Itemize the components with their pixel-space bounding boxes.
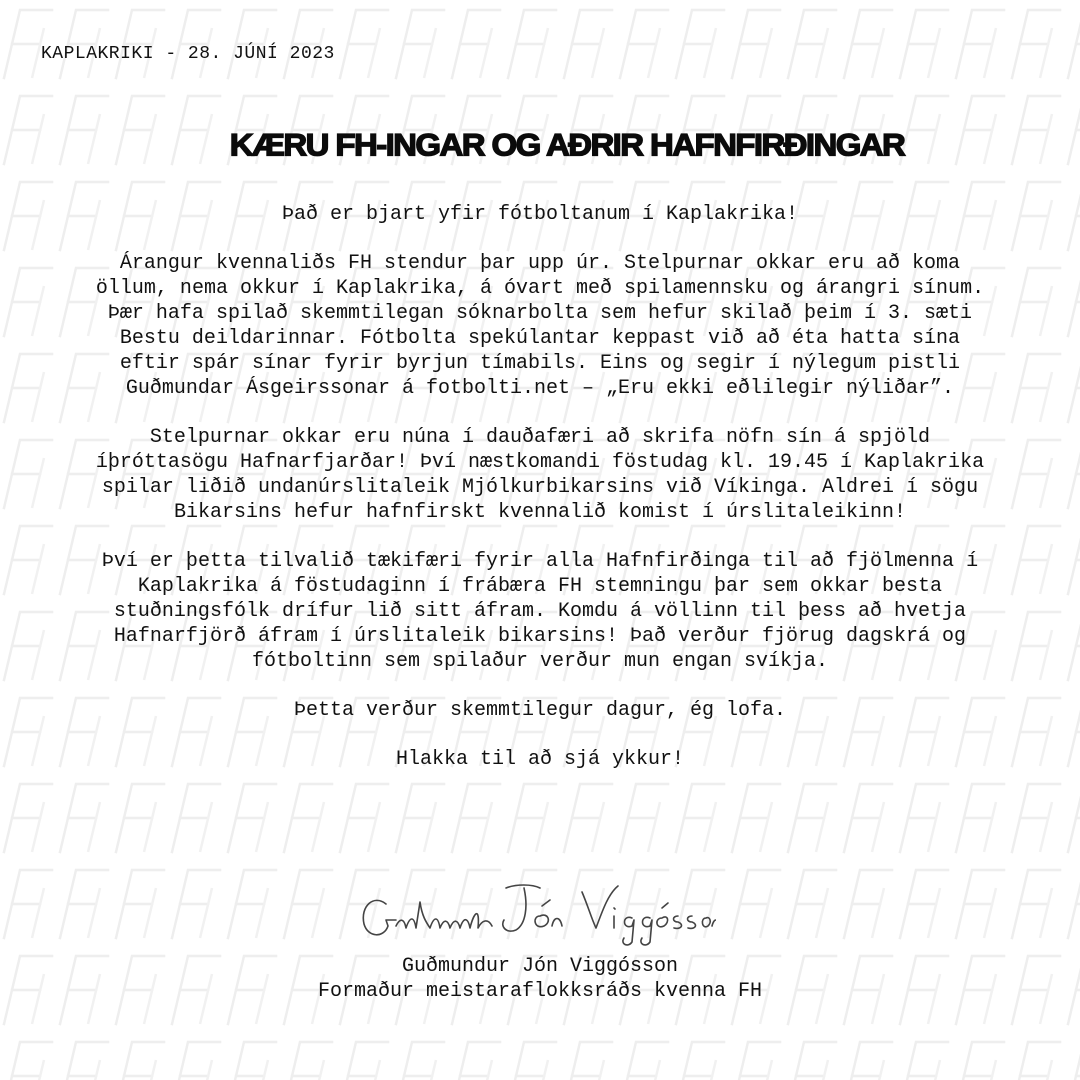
- letter-paragraph-4: Því er þetta tilvalið tækifæri fyrir alla Hafnfirðinga til að fjölmenna í Kaplakrika á föstudaginn í frábæra FH stemningu þar sem okkar besta stuðningsfólk drífur lið sitt áfram. Komdu á völlinn til þess að hvetja Hafnarfjörð áfram í úrslitaleik bikarsins! Það verður fjörug dagskrá og fótboltinn sem spilaður verður mun engan svíkja.: [101, 550, 979, 673]
- letter-paragraph-3: Stelpurnar okkar eru núna í dauðafæri að skrifa nöfn sín á spjöld íþróttasögu Hafnarfjarðar! Því næstkomandi föstudag kl. 19.45 í Kaplakrika spilar liðið undanúrslitaleik Mjólkurbikarsins við Víkinga. Aldrei í sögu Bikarsins hefur hafnfirskt kvennalið komist í úrslitaleikinn!: [95, 426, 985, 524]
- signer-name: Guðmundur Jón Viggósson: [401, 955, 679, 978]
- signer-role: Formaður meistaraflokksráðs kvenna FH: [317, 980, 763, 1003]
- handwritten-signature: [356, 876, 716, 948]
- letter-title-wrap: [0, 126, 1080, 164]
- letter-paragraph-1: Það er bjart yfir fótboltanum í Kaplakrika!: [281, 203, 799, 226]
- letter-paragraph-5: Þetta verður skemmtilegur dagur, ég lofa.: [293, 699, 787, 722]
- letter-paragraph-2: Árangur kvennaliðs FH stendur þar upp úr. Stelpurnar okkar eru að koma öllum, nema okkur í Kaplakrika, á óvart með spilamennsku og árangri sínum. Þær hafa spilað skemmtilegan sóknarbolta sem hefur skilað þeim í 3. sæti Bestu deildarinnar. Fótbolta spekúlantar keppast við að éta hatta sína eftir spár sínar fyrir byrjun tímabils. Eins og segir í nýlegum pistli Guðmundar Ásgeirssonar á fotbolti.net – „Eru ekki eðlilegir nýliðar”.: [95, 252, 985, 400]
- signer-block: [0, 954, 1080, 1004]
- letter-title: KÆRU FH-INGAR OG AÐRIR HAFNFIRÐINGAR: [229, 126, 905, 163]
- letter-body: [90, 202, 990, 772]
- letter-paragraph-6: Hlakka til að sjá ykkur!: [395, 748, 685, 771]
- place-date-line: KAPLAKRIKI - 28. JÚNÍ 2023: [41, 44, 335, 64]
